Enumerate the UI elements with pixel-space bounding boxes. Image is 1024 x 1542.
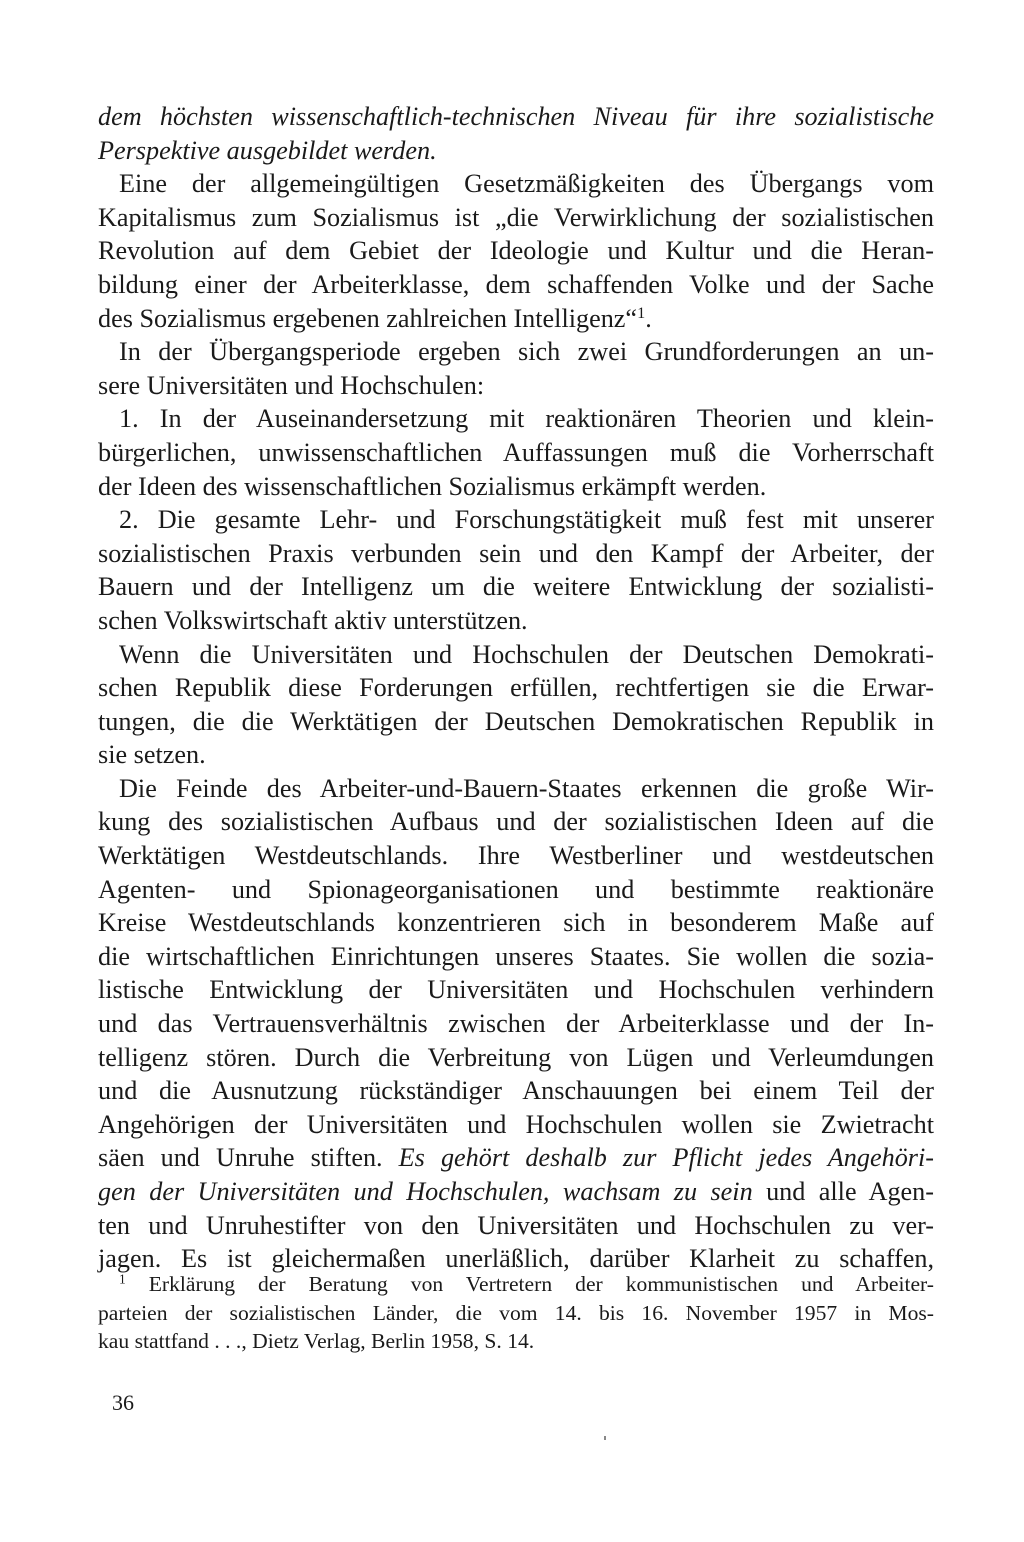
text-line	[98, 234, 934, 268]
text-run: säen und Unruhe stiften.	[98, 1143, 399, 1173]
text-line	[98, 268, 934, 302]
text-run: 1. In der Auseinandersetzung mit reaktionären Theorien und klein-	[119, 404, 934, 434]
footnote-block	[98, 1270, 934, 1356]
text-run: schen Republik diese Forderungen erfüllen, rechtfertigen sie die Erwar-	[98, 673, 934, 703]
page-number: 36	[112, 1390, 134, 1415]
text-run: sie setzen.	[98, 740, 206, 770]
text-run: In der Übergangsperiode ergeben sich zwei Grundforderungen an un-	[119, 337, 934, 367]
text-run: Perspektive ausgebildet werden.	[98, 135, 437, 165]
text-run: Die Feinde des Arbeiter-und-Bauern-Staates erkennen die große Wir-	[119, 773, 934, 803]
text-line	[98, 167, 934, 201]
text-line	[98, 470, 934, 504]
text-line	[98, 1209, 934, 1243]
text-run: Eine der allgemeingültigen Gesetzmäßigkeiten des Übergangs vom	[119, 169, 934, 199]
text-line	[98, 1007, 934, 1041]
text-line	[98, 201, 934, 235]
body-text	[98, 100, 934, 1276]
text-run: telligenz stören. Durch die Verbreitung von Lügen und Verleumdungen	[98, 1042, 934, 1072]
text-line	[98, 1108, 934, 1142]
text-run: Kreise Westdeutschlands konzentrieren sich in besonderem Maße auf	[98, 908, 934, 938]
text-run: Werktätigen Westdeutschlands. Ihre Westberliner und westdeutschen	[98, 841, 934, 871]
text-run: listische Entwicklung der Universitäten und Hochschulen verhindern	[98, 975, 934, 1005]
text-run: Agenten- und Spionageorganisationen und bestimmte reaktionäre	[98, 874, 934, 904]
text-run: und die Ausnutzung rückständiger Anschauungen bei einem Teil der	[98, 1076, 934, 1106]
footnote-marker: 1	[119, 1271, 126, 1287]
text-run: die wirtschaftlichen Einrichtungen unseres Staates. Sie wollen die sozia-	[98, 941, 934, 971]
footnote-line	[98, 1299, 934, 1328]
text-line	[98, 537, 934, 571]
text-run: tungen, die die Werktätigen der Deutschen Demokratischen Republik in	[98, 706, 934, 736]
text-line	[98, 671, 934, 705]
text-line	[98, 436, 934, 470]
text-run: sozialistischen Praxis verbunden sein und den Kampf der Arbeiter, der	[98, 538, 934, 568]
text-line	[98, 570, 934, 604]
footnote-marker: 1	[637, 303, 646, 322]
text-line	[98, 839, 934, 873]
text-run: Es gehört deshalb zur Pflicht jedes Angehöri-	[398, 1143, 934, 1173]
text-line	[98, 1141, 934, 1175]
text-run: Revolution auf dem Gebiet der Ideologie und Kultur und die Heran-	[98, 236, 934, 266]
text-run: Erklärung der Beratung von Vertretern der kommunistischen und Arbeiter-	[125, 1272, 934, 1296]
text-run: schen Volkswirtschaft aktiv unterstützen.	[98, 605, 528, 635]
text-run: der Ideen des wissenschaftlichen Sozialismus erkämpft werden.	[98, 471, 767, 501]
text-run: sere Universitäten und Hochschulen:	[98, 370, 485, 400]
text-line	[98, 638, 934, 672]
scan-speck	[604, 1436, 606, 1440]
text-run: des Sozialismus ergebenen zahlreichen Intelligenz“	[98, 303, 638, 333]
text-run: ten und Unruhestifter von den Universitäten und Hochschulen zu ver-	[98, 1210, 934, 1240]
text-run: 2. Die gesamte Lehr- und Forschungstätigkeit muß fest mit unserer	[119, 505, 934, 535]
text-run: gen der Universitäten und Hochschulen, wachsam zu sein	[98, 1177, 753, 1206]
text-line	[98, 369, 934, 403]
text-run: Bauern und der Intelligenz um die weitere Entwicklung der sozialisti-	[98, 572, 934, 602]
text-line	[98, 705, 934, 739]
text-run: kau stattfand . . ., Dietz Verlag, Berlin 1958, S. 14.	[98, 1329, 535, 1353]
text-line	[98, 738, 934, 772]
text-run: und das Vertrauensverhältnis zwischen der Arbeiterklasse und der In-	[98, 1009, 934, 1039]
text-run: dem höchsten wissenschaftlich-technischen Niveau für ihre sozialistische	[98, 102, 934, 131]
footnote-line	[98, 1270, 934, 1299]
text-line	[98, 604, 934, 638]
text-line	[98, 973, 934, 1007]
text-line	[98, 1041, 934, 1075]
text-run: Kapitalismus zum Sozialismus ist „die Verwirklichung der sozialistischen	[98, 202, 934, 232]
text-line	[98, 100, 934, 134]
text-line	[98, 805, 934, 839]
text-run: jagen. Es ist gleichermaßen unerläßlich, darüber Klarheit zu schaffen,	[98, 1244, 934, 1274]
text-line	[98, 503, 934, 537]
text-line	[98, 134, 934, 168]
text-line	[98, 302, 934, 336]
text-line	[98, 402, 934, 436]
text-run: bildung einer der Arbeiterklasse, dem schaffenden Volke und der Sache	[98, 269, 934, 299]
text-line	[98, 335, 934, 369]
text-line	[98, 772, 934, 806]
text-run: Wenn die Universitäten und Hochschulen der Deutschen Demokrati-	[119, 639, 934, 669]
text-run: kung des sozialistischen Aufbaus und der sozialistischen Ideen auf die	[98, 807, 934, 837]
footnote-line	[98, 1327, 934, 1356]
text-run: und alle Agen-	[752, 1177, 934, 1206]
text-run: parteien der sozialistischen Länder, die vom 14. bis 16. November 1957 in Mos-	[98, 1300, 934, 1325]
text-run: .	[645, 303, 652, 333]
text-run: Angehörigen der Universitäten und Hochschulen wollen sie Zwietracht	[98, 1109, 934, 1139]
text-line	[98, 1175, 934, 1209]
text-line	[98, 940, 934, 974]
text-line	[98, 906, 934, 940]
text-line	[98, 873, 934, 907]
text-line	[98, 1074, 934, 1108]
text-run: bürgerlichen, unwissenschaftlichen Auffassungen muß die Vorherrschaft	[98, 437, 934, 467]
